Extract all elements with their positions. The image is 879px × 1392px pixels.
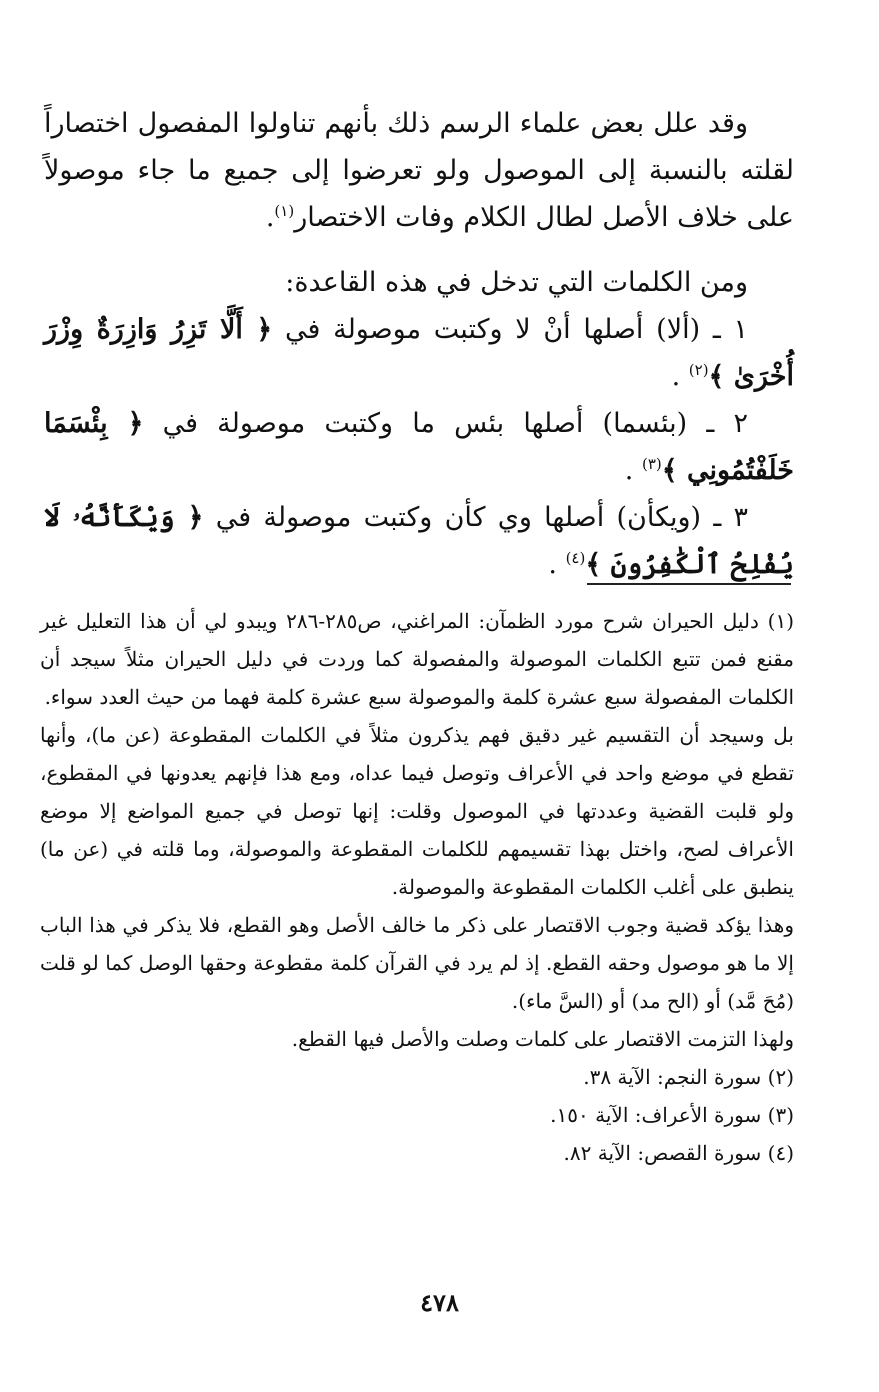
footnotes [40, 602, 794, 1172]
footnote-ref-4[interactable]: (٤) [565, 549, 586, 567]
footnote-1-part-3: وهذا يؤكد قضية وجوب الاقتصار على ذكر ما خالف الأصل وهو القطع، فلا يذكر في هذا الباب إلا ما هو موصول وحقه القطع. إذ لم يرد في القرآن كلمة مقطوعة وحقها الوصل كما لو قلت (مُحَ مَّد) أو (الح مد) أو (السَّ ماء). [40, 913, 794, 1013]
footnote-2: (٢) سورة النجم: الآية ٣٨. [583, 1065, 794, 1089]
paragraph-1-end: . [265, 202, 275, 233]
footnote-ref-2[interactable]: (٢) [688, 361, 709, 379]
list-item-ala [44, 306, 794, 400]
footnote-4: (٤) سورة القصص: الآية ٨٢. [563, 1141, 794, 1165]
footnote-3: (٣) سورة الأعراف: الآية ١٥٠. [550, 1103, 794, 1127]
quran-verse: ﴿ أَلَّا تَزِرُ وَازِرَةٌ وِزْرَ أُخْرَىٰ ﴾ [44, 314, 794, 392]
quran-verse: ﴿ وَيْكَأَنَّهُۥ لَا يُفْلِحُ ٱلْكَٰفِرُونَ ﴾ [44, 502, 794, 580]
list-item-bisama [44, 400, 794, 494]
paragraph-1-text: وقد علل بعض علماء الرسم ذلك بأنهم تناولوا المفصول اختصاراً لقلته بالنسبة إلى الموصول ولو تعرضوا إلى جميع ما جاء موصولاً على خلاف الأصل لطال الكلام وفات الاختصار [44, 108, 794, 233]
list-item-end: . [671, 361, 681, 392]
quran-verse: ﴿ بِئْسَمَا خَلَفْتُمُونِي ﴾ [44, 408, 794, 486]
list-item-text: ١ ـ (ألا) أصلها أنْ لا وكتبت موصولة في [284, 314, 748, 345]
main-text [44, 100, 794, 588]
footnote-1-part-4: ولهذا التزمت الاقتصار على كلمات وصلت والأصل فيها القطع. [291, 1027, 794, 1051]
page-number: ٤٧٨ [420, 1288, 459, 1317]
footnote-1-part-1: (١) دليل الحيران شرح مورد الظمآن: المراغني، ص٢٨٥-٢٨٦ ويبدو لي أن هذا التعليل غير مقنع فمن تتبع الكلمات الموصولة والمفصولة كما وردت في دليل الحيران مثلاً سيجد أن الكلمات المفصولة سبع عشرة كلمة والموصولة سبع عشرة كلمة فهما من حيث العدد سواء. [40, 609, 794, 709]
footnote-separator [587, 583, 791, 585]
footnote-1-part-2: بل وسيجد أن التقسيم غير دقيق فهم يذكرون مثلاً في الكلمات المقطوعة (عن ما)، وأنها تقطع في موضع واحد في الأعراف وتوصل فيما عداه، ومع هذا فإنهم يعدونها في المقطوع، ولو قلبت القضية وعددتها في الموصول وقلت: إنها توصل في جميع المواضع إلا موضع الأعراف لصح، واختل بهذا تقسيمهم للكلمات المقطوعة والموصولة، وما قلته في (عن ما) ينطبق على أغلب الكلمات المقطوعة والموصولة. [40, 723, 794, 899]
footnote-ref-1[interactable]: (١) [274, 202, 295, 220]
list-item-text: ٢ ـ (بئسما) أصلها بئس ما وكتبت موصولة في [162, 408, 748, 439]
paragraph-1 [44, 100, 794, 241]
intro-line: ومن الكلمات التي تدخل في هذه القاعدة: [285, 267, 748, 298]
footnote-ref-3[interactable]: (٣) [641, 455, 662, 473]
list-item-end: . [624, 455, 634, 486]
list-item-wayka-anna [44, 494, 794, 588]
list-item-end: . [548, 549, 557, 580]
list-item-text: ٣ ـ (ويكأن) أصلها وي كأن وكتبت موصولة في [215, 502, 748, 533]
